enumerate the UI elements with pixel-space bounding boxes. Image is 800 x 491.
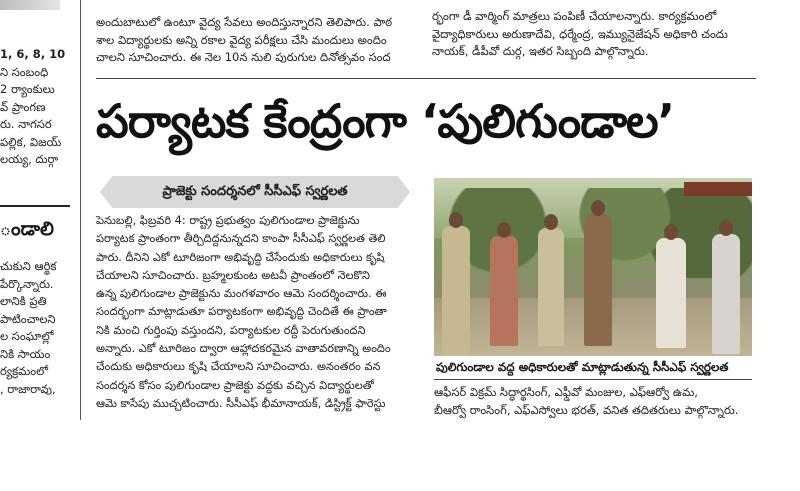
middle-top-line: అందుబాటులో ఉంటూ వైద్య సేవలు అందిస్తున్నారని తెలిపారు. పాఠ: [96, 15, 393, 29]
right-top-line: నాయక్, డీపీవో దుర్గ, ఇతర సిబ్బంది పాల్గొన్నారు.: [432, 44, 649, 58]
article-line: పెనుబల్లి, ఫిబ్రవరి 4: రాష్ట్ర ప్రభుత్వం పులిగుండాల ప్రాజెక్టును: [96, 214, 360, 227]
bottom-right-line: బీఆర్వో రాంసింగ్, ఎఫ్ఎస్వోలు భరత్, వనిత తదితరులు పాల్గొన్నారు.: [434, 402, 739, 417]
bottom-right-column: [434, 384, 764, 419]
news-photo: [434, 178, 752, 356]
photo-person: [490, 236, 518, 346]
left-column-heading: ండాలి: [0, 218, 54, 240]
left-column-body: [0, 46, 70, 169]
left-lower-line: , రాజారావు,: [0, 381, 56, 396]
photo-person: [656, 238, 686, 348]
left-line: రు. నాగసర: [0, 117, 52, 131]
article-line: పర్యాటక ప్రాంతంగా తీర్చిదిద్దనున్నదని కాంపా సీసీఎఫ్ స్వర్ణలత తెలి: [96, 232, 386, 246]
article-line: చేందుకు అధికారులు కృషి చేయాలని సూచించారు. అనంతరం వన: [96, 360, 381, 374]
article-line: అన్నారు. ఎకో టూరిజం ద్వారా ఆహ్లాదకరమైన వాతావరణాన్ని అందిం: [96, 342, 391, 356]
photo-person: [712, 234, 740, 354]
right-top-column: [432, 8, 762, 61]
article-line: సందర్భంగా మాట్లాడుతూ పర్యాటకంగా అభివృద్ధి చెందితే ఈ ప్రాంతా: [96, 305, 387, 319]
article-subheading: ప్రాజెక్టు సందర్శనలో సీసీఎఫ్ స్వర్ణలత: [162, 184, 348, 199]
photo-caption: పులిగుండాల వద్ద అధికారులతో మాట్లాడుతున్న సీసీఎఫ్ స్వర్ణలత: [436, 360, 729, 374]
photo-person: [442, 226, 470, 356]
middle-top-line: శాల విద్యార్థులకు అన్ని రకాల వైద్య పరీక్షలు చేసి మందులు అందిం: [96, 32, 387, 47]
article-body: [96, 212, 416, 413]
section-divider: [96, 78, 756, 79]
caption-rule: [434, 379, 752, 380]
left-line: ని సంబంధి: [0, 64, 49, 79]
left-lower-line: ల సంఘాల్లో: [0, 329, 54, 343]
left-lower-line: లానికి ప్రతి: [0, 294, 47, 308]
photo-person: [538, 228, 564, 346]
article-line: ఆమె కాసేపు ముచ్చటించారు. సీసీఎఫ్ భీమానాయక్, డిస్ట్రిక్ట్ ఫారెస్టు: [96, 396, 386, 410]
bottom-right-line: ఆఫీసర్ విక్రమ్ సిద్ధార్థసింగ్, ఎఫ్డీవో మంజుల, ఎఫ్ఆర్వో ఉమ,: [434, 385, 698, 399]
left-top-line: 1, 6, 8, 10: [0, 47, 66, 61]
photo-roof: [684, 182, 752, 196]
left-lower-line: పాటించాలని: [0, 311, 56, 326]
left-column-lower: [0, 258, 70, 398]
middle-top-column: [96, 14, 416, 67]
left-column-rule: [0, 205, 70, 207]
photo-person: [584, 214, 612, 346]
left-line: 2 ర్యాంకులు: [0, 82, 55, 96]
article-line: సందర్శన కోసం పులిగుండాల ప్రాజెక్టు వద్దకు వచ్చిన విద్యార్థులతో: [96, 378, 374, 392]
article-line: చేయాలని సూచించారు. బ్రహ్మలకుంట అటవీ ప్రాంతంలో నెలకొని: [96, 268, 370, 282]
left-lower-line: చుకుని ఆర్థిక: [0, 259, 57, 273]
article-line: పారు. దీనిని ఎకో టూరిజంగా అభివృద్ధి చేసేందుకు అధికారులు కృషి: [96, 250, 385, 264]
left-line: లయ్య, దుర్గా: [0, 152, 59, 166]
left-lower-line: ర్యక్రమంలో: [0, 364, 48, 378]
article-headline: పర్యాటక కేంద్రంగా ‘పులిగుండాల’: [96, 94, 675, 148]
right-top-line: వైద్యాధికారులు అరుణాదేవి, ధర్మేంద్ర, ఇమ్యునైజేషన్ అధికారి చందు: [432, 26, 728, 41]
column-divider: [80, 0, 81, 420]
article-line: నికి మంచి గుర్తింపు వస్తుందని, పర్యాటకుల రద్దీ పెరుగుతుందని: [96, 323, 366, 337]
left-line: పల్లిక, విజయ్: [0, 134, 62, 149]
left-photo-fragment: [0, 0, 60, 10]
article-line: ఉన్న పులిగుండాల ప్రాజెక్టును మంగళవారం ఆమె సందర్శించారు. ఈ: [96, 287, 387, 301]
right-top-line: ర్భంగా డీ వార్మింగ్ మాత్రలు పంపిణీ చేయాలన్నారు. కార్యక్రమంలో: [432, 9, 717, 23]
left-lower-line: నికి సాయం: [0, 346, 51, 361]
left-line: వ్ ప్రాంగణ: [0, 99, 46, 114]
left-lower-line: పేర్కొన్నారు.: [0, 276, 54, 291]
middle-top-line: చాలని సూచించారు. ఈ నెల 10న నులి పురుగుల దినోత్సవం సంద: [96, 50, 391, 64]
